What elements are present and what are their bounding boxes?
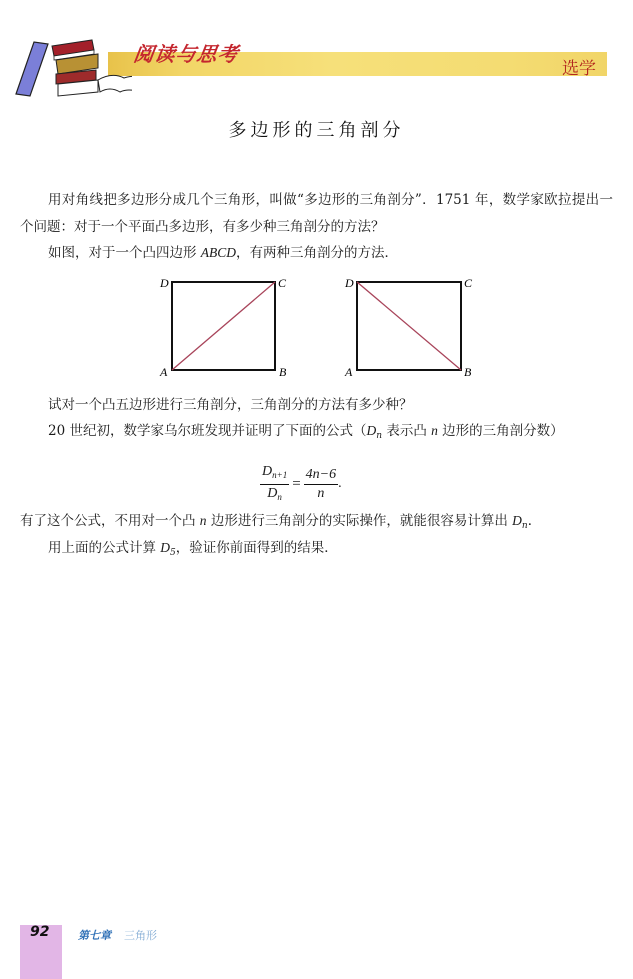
- text: 边形的三角剖分数）: [437, 423, 564, 439]
- chapter-label: 第七章: [78, 929, 111, 942]
- label-D: D: [345, 276, 354, 290]
- section-title: 阅读与思考: [132, 42, 241, 66]
- label-C: C: [278, 276, 287, 290]
- label-A: A: [345, 365, 353, 379]
- quadrilateral-triangulation-figure: [150, 270, 490, 380]
- subscript: n: [277, 491, 282, 502]
- subscript: n: [521, 521, 528, 531]
- period: .: [338, 476, 342, 491]
- paragraph-verify: [20, 535, 613, 567]
- paragraph-urban-formula: [20, 418, 613, 450]
- article-title: 多边形的三角剖分: [228, 120, 405, 141]
- text: 边形进行三角剖分的实际操作，就能很容易计算出: [206, 513, 513, 529]
- section-tag: 选学: [562, 59, 596, 79]
- math-n: n: [199, 513, 207, 528]
- text: 有了这个公式，不用对一个凸: [20, 513, 200, 529]
- rhs-fraction: [304, 466, 338, 503]
- lhs-fraction: [260, 463, 289, 506]
- subscript: n: [376, 431, 383, 441]
- chapter-title: 三角形: [124, 929, 157, 942]
- text: 20 世纪初，数学家乌尔班发现并证明了下面的公式（: [48, 423, 367, 439]
- math-D: D: [366, 423, 377, 438]
- rhs-denominator: n: [317, 485, 325, 501]
- paragraph-quadrilateral: [20, 240, 613, 267]
- text: 用上面的公式计算: [48, 540, 161, 556]
- label-B: B: [279, 365, 287, 379]
- text: 表示凸: [382, 423, 432, 439]
- math-abcd: ABCD: [200, 245, 237, 260]
- right-square: [344, 276, 473, 379]
- rhs-numerator: 4n−6: [304, 466, 338, 485]
- label-C: C: [464, 276, 473, 290]
- math-n: n: [431, 423, 438, 438]
- text: ．: [527, 513, 542, 529]
- label-D: D: [160, 276, 169, 290]
- text: ，验证你前面得到的结果．: [175, 540, 338, 556]
- lhs-denominator: D: [267, 485, 278, 501]
- page-number: 92: [30, 924, 50, 940]
- lhs-numerator: D: [262, 463, 273, 479]
- label-B: B: [464, 365, 472, 379]
- subscript: 5: [170, 548, 176, 558]
- text: ，有两种三角剖分的方法．: [236, 245, 399, 261]
- label-A: A: [160, 365, 168, 379]
- left-square: [159, 276, 287, 379]
- math-D: D: [512, 513, 522, 528]
- recurrence-formula: [260, 460, 342, 508]
- paragraph-pentagon-question: 试对一个凸五边形进行三角剖分，三角剖分的方法有多少种？: [48, 397, 413, 413]
- books-icon: [12, 34, 132, 98]
- text: 如图，对于一个凸四边形: [48, 245, 201, 261]
- math-D: D: [160, 540, 171, 555]
- equals-sign: =: [292, 475, 301, 492]
- subscript: n+1: [272, 469, 288, 480]
- paragraph-intro: 用对角线把多边形分成几个三角形，叫做“多边形的三角剖分”．1751 年，数学家欧拉提出一个问题：对于一个平面凸多边形，有多少种三角剖分的方法？: [20, 192, 613, 235]
